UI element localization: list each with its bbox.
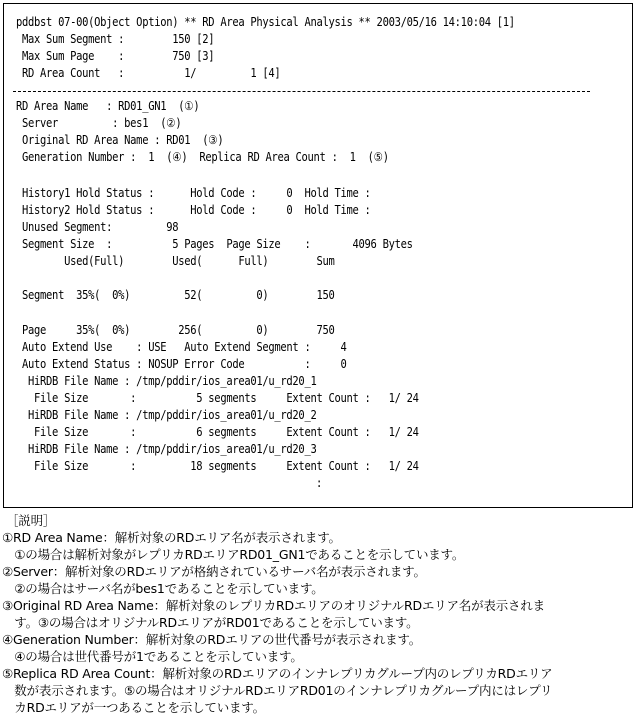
file-size-2: File Size : 6 segments Extent Count : 1/ 24	[16, 425, 419, 439]
explanation-line: ④の場合は世代番号が1であることを示しています。	[2, 649, 303, 664]
max-sum-segment: Max Sum Segment : 150 [2]	[16, 32, 215, 46]
explanation-line: ②の場合はサーバ名がbes1であることを示しています。	[2, 581, 324, 596]
file-size-3: File Size : 18 segments Extent Count : 1/ 24	[16, 459, 419, 473]
explanation-heading: ［説明］	[6, 513, 56, 528]
history1-hold-status: History1 Hold Status : Hold Code : 0 Hold Time :	[16, 186, 371, 200]
hirdb-file-name-1: HiRDB File Name : /tmp/pddir/ios_area01/u_rd20_1	[16, 374, 317, 388]
rd-area-name: RD Area Name : RD01_GN1 (①)	[16, 99, 200, 113]
hirdb-file-name-2: HiRDB File Name : /tmp/pddir/ios_area01/u_rd20_2	[16, 408, 317, 422]
explanation-line: カRDエリアが一つあることを示しています。	[2, 700, 265, 715]
usage-row-page: Page 35%( 0%) 256( 0) 750	[16, 323, 335, 337]
auto-extend-status: Auto Extend Status : NOSUP Error Code : 0	[16, 357, 347, 371]
rd-area-count: RD Area Count : 1/ 1 [4]	[16, 66, 281, 80]
max-sum-page: Max Sum Page : 750 [3]	[16, 49, 215, 63]
explanation-line: ①の場合は解析対象がレプリカRDエリアRD01_GN1であることを示しています。	[2, 547, 465, 562]
original-rd-area-name: Original RD Area Name : RD01 (③)	[16, 133, 224, 147]
history2-hold-status: History2 Hold Status : Hold Code : 0 Hold Time :	[16, 203, 371, 217]
unused-segment: Unused Segment: 98	[16, 220, 179, 234]
file-size-1: File Size : 5 segments Extent Count : 1/ 24	[16, 391, 419, 405]
usage-table-header: Used(Full) Used( Full) Sum	[16, 254, 335, 268]
auto-extend-use: Auto Extend Use : USE Auto Extend Segment : 4	[16, 340, 347, 354]
segment-size: Segment Size : 5 Pages Page Size : 4096 Bytes	[16, 237, 413, 251]
explanation-line: ④Generation Number：解析対象のRDエリアの世代番号が表示されます。	[2, 632, 422, 647]
explanation-line: 数が表示されます。⑤の場合はオリジナルRDエリアRD01のインナレプリカグループ内にはレプリ	[2, 683, 553, 698]
generation-number: Generation Number : 1 (④) Replica RD Area Count : 1 (⑤)	[16, 150, 389, 164]
separator-line	[13, 91, 590, 92]
usage-row-segment: Segment 35%( 0%) 52( 0) 150	[16, 288, 335, 302]
explanation-line: ③Original RD Area Name：解析対象のレプリカRDエリアのオリジナルRDエリア名が表示されま	[2, 598, 545, 613]
server: Server : bes1 (②)	[16, 116, 182, 130]
explanation-line: す。③の場合はオリジナルRDエリアがRD01であることを示しています。	[2, 615, 419, 630]
explanation-line: ②Server：解析対象のRDエリアが格納されているサーバ名が表示されます。	[2, 564, 426, 579]
report-title: pddbst 07-00(Object Option) ** RD Area Physical Analysis ** 2003/05/16 14:10:04 [1]	[16, 15, 515, 29]
hirdb-file-name-3: HiRDB File Name : /tmp/pddir/ios_area01/u_rd20_3	[16, 442, 317, 456]
continuation-mark: :	[316, 476, 323, 490]
explanation-line: ⑤Replica RD Area Count：解析対象のRDエリアのインナレプリカグループ内のレプリカRDエリア	[2, 666, 553, 681]
explanation-line: ①RD Area Name：解析対象のRDエリア名が表示されます。	[2, 530, 341, 545]
